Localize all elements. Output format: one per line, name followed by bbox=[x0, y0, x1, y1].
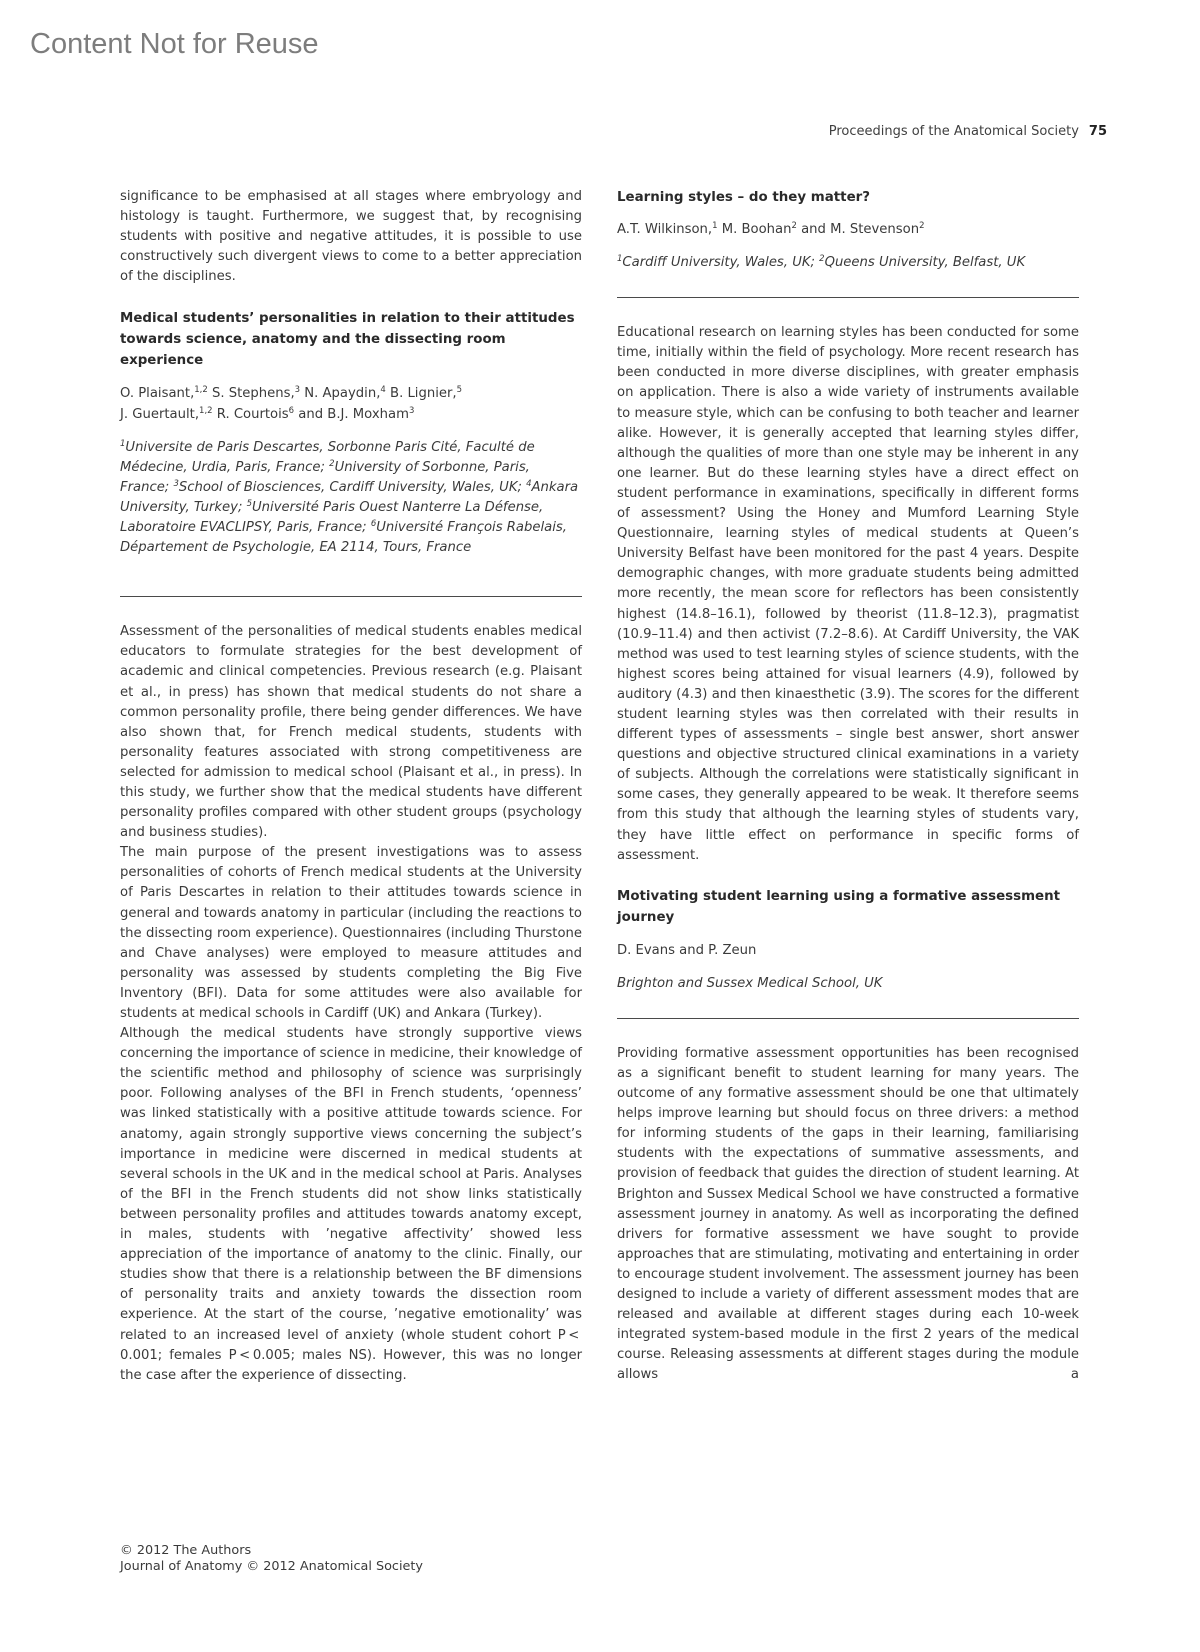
author: S. Stephens,$^3$ bbox=[207, 385, 301, 402]
running-header bbox=[829, 124, 1107, 139]
watermark: Content Not for Reuse bbox=[30, 28, 319, 60]
author: N. Apaydin,$^4$ bbox=[300, 385, 386, 402]
article-title: Medical students’ personalities in relation to their attitudes towards science, anatomy and the dissecting room experience bbox=[120, 311, 575, 369]
affiliation: Université François Rabelais, Département de Psychologie, EA 2114, Tours, France bbox=[120, 520, 567, 556]
author: and B.J. Moxham$^3$ bbox=[294, 405, 415, 422]
journal-section-title: Proceedings of the Anatomical Society bbox=[828, 124, 1079, 139]
abstract-paragraph: Although the medical students have strongly supportive views concerning the importance of science in medicine, their knowledge of the scientific method and philosophy of science was surprisingly poor. Following analyses of the BFI in French students, ‘openness’ was linked statistically with a positive attitude towards science. For anatomy, again strongly supportive views concerning the subject’s importance in medicine were discerned in medical students at several schools in the UK and in the medical school at Paris. Analyses of the BFI in the French students did not show links statistically between personality profiles and attitudes towards anatomy except, in males, students with ’negative affectivity’ showed less appreciation of the importance of anatomy to the clinic. Finally, our studies show that there is a relationship between the BF dimensions of personality traits and anxiety towards the dissection room experience. At the start of the course, ’negative emotionality’ was related to an increased level of anxiety (whole student cohort P < 0.001; females P < 0.005; males NS). However, this was no longer the case after the experience of dissecting. bbox=[120, 1026, 582, 1383]
affiliation: Queens University, Belfast, UK bbox=[824, 255, 1026, 271]
affiliation: School of Biosciences, Cardiff University, Wales, UK; bbox=[178, 479, 527, 495]
abstract-paragraph: Assessment of the personalities of medical students enables medical educators to formulate strategies for the best development of academic and clinical competencies. Previous research (e.g. Plaisant et al., in press) has shown that medical students do not share a common personality profile, there being gender differences. We have also shown that, for French medical students, students with personality features associated with strong competitiveness are selected for admission to medical school (Plaisant et al., in press). In this study, we further show that the medical students have different personality profiles compared with other student groups (psychology and business studies). bbox=[120, 624, 582, 841]
author-list bbox=[617, 941, 1079, 961]
affiliation: University of Sorbonne, Paris, France; bbox=[120, 459, 530, 495]
author: J. Guertault,$^{1,2}$ bbox=[120, 405, 213, 422]
author: D. Evans and P. Zeun bbox=[617, 942, 757, 958]
page-number: 75 bbox=[1088, 124, 1107, 139]
right-column bbox=[617, 187, 1079, 1386]
affiliations bbox=[617, 974, 1079, 994]
article-title: Learning styles – do they matter? bbox=[617, 190, 871, 205]
author: A.T. Wilkinson,$^1$ bbox=[617, 221, 718, 237]
abstract-paragraph: The main purpose of the present investigations was to assess personalities of cohorts of French medical students at the University of Paris Descartes in relation to their attitudes towards science in general and towards anatomy in particular (including the reactions to the dissecting room experience). Questionnaires (including Thurstone and Chave analyses) were employed to measure attitudes and personality was assessed by students completing the Big Five Inventory (BFI). Data for some attitudes were also available for students at medical schools in Cardiff (UK) and Ankara (Turkey). bbox=[120, 845, 582, 1021]
page-footer bbox=[120, 1543, 423, 1575]
affiliation: Ankara University, Turkey; bbox=[120, 479, 579, 515]
author: M. Boohan$^2$ bbox=[717, 221, 797, 237]
continued-paragraph: significance to be emphasised at all stages where embryology and histology is taught. Furthermore, we suggest that, by recognising students with positive and negative attitudes, it is possible to use constructively such divergent views to come to a better appreciation of the disciplines. bbox=[120, 189, 582, 285]
author-list bbox=[617, 220, 1079, 240]
left-column bbox=[120, 187, 582, 1386]
affiliation: Université Paris Ouest Nanterre La Défense, Laboratoire EVACLIPSY, Paris, France; bbox=[120, 499, 544, 536]
abstract-paragraph: Educational research on learning styles has been conducted for some time, initially within the field of psychology. More recent research has been conducted in more diverse disciplines, with greater emphasis on application. There is also a wide variety of instruments available to measure style, which can be confusing to both teacher and learner alike. However, it is generally accepted that learning styles differ, although the qualities of more than one style may be inherent in any one learner. But do these learning styles have a direct effect on student performance in examinations, specifically in different forms of assessment? Using the Honey and Mumford Learning Style Questionnaire, learning styles of medical students at Queen’s University Belfast have been monitored for the past 4 years. Despite demographic changes, with more graduate students being admitted more recently, the mean score for reflectors has been consistently highest (14.8–16.1), followed by theorist (11.8–12.3), pragmatist (10.9–11.4) and then activist (7.2–8.6). At Cardiff University, the VAK method was used to test learning styles of science students, with the highest scores being attained for visual learners (4.9), followed by auditory (4.3) and then kinaesthetic (3.9). The scores for the different student learning styles was then correlated with their results in different types of assessments – single best answer, short answer questions and objective structured clinical examinations in a variety of subjects. Although the correlations were statistically significant in some cases, they generally appeared to be weak. It therefore seems from this study that although the learning styles of students vary, they have little effect on performance in specific forms of assessment. bbox=[617, 325, 1079, 863]
author: O. Plaisant,$^{1,2}$ bbox=[120, 385, 208, 402]
affiliations: $^1$Universite de Paris Descartes, Sorbonne Paris Cité, Faculté de Médecine, Urdia, Paris, France; $^2$University of Sorbonne, Paris, France; $^3$School of Biosciences, Cardiff University, Wales, UK; $^4$Ankara University, Turkey; $^5$Université Paris Ouest Nanterre La Défense, Laboratoire EVACLIPSY, Paris, France; $^6$Université François Rabelais, Département de Psychologie, EA 2114, Tours, France bbox=[120, 438, 579, 556]
affiliation: Cardiff University, Wales, UK; bbox=[622, 255, 820, 271]
article-title: Motivating student learning using a formative assessment journey bbox=[617, 888, 1061, 925]
author: R. Courtois$^6$ bbox=[212, 405, 295, 422]
abstract-paragraph: Providing formative assessment opportunities has been recognised as a significant benefit to student learning for many years. The outcome of any formative assessment should be one that ultimately helps improve learning but should focus on three drivers: a method for informing students of the gaps in their learning, familiarising students with the expectations of summative assessments, and provision of feedback that guides the direction of student learning. At Brighton and Sussex Medical School we have constructed a formative assessment journey in anatomy. As well as incorporating the defined drivers for formative assessment we have sought to provide approaches that are stimulating, motivating and entertaining in order to encourage student involvement. The assessment journey has been designed to include a variety of different assessment modes that are released and available at different stages during each 10-week integrated system-based module in the first 2 years of the medical course. Releasing assessments at different stages during the module allows a bbox=[617, 1045, 1079, 1383]
affiliations: $^1$Cardiff University, Wales, UK; $^2$Queens University, Belfast, UK bbox=[617, 254, 1026, 271]
affiliation: Universite de Paris Descartes, Sorbonne Paris Cité, Faculté de Médecine, Urdia, Paris, France; bbox=[120, 439, 535, 475]
copyright-authors: © 2012 The Authors bbox=[120, 1543, 252, 1558]
copyright-journal: Journal of Anatomy © 2012 Anatomical Society bbox=[120, 1559, 423, 1574]
author-list bbox=[120, 384, 582, 424]
author: B. Lignier,$^5$ bbox=[385, 385, 463, 402]
affiliation: Brighton and Sussex Medical School, UK bbox=[617, 975, 883, 991]
author: and M. Stevenson$^2$ bbox=[796, 221, 925, 237]
